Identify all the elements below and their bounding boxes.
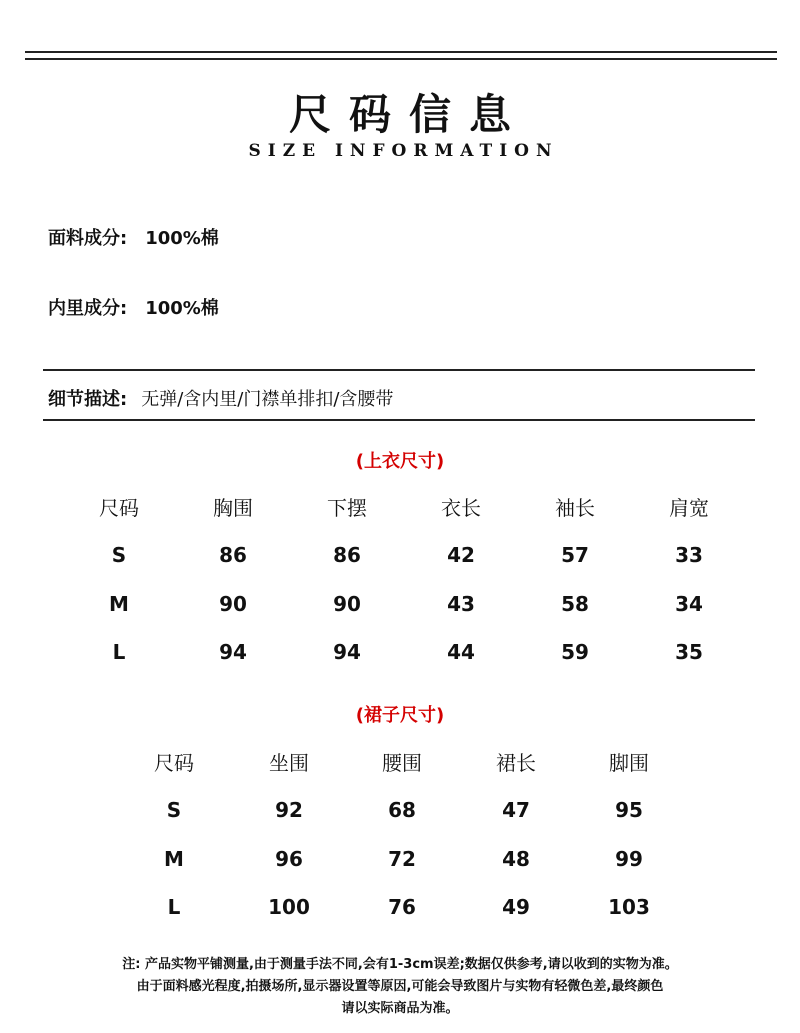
fabric-label: 面料成分: (48, 228, 128, 249)
skirt-cell-waist: 72 (388, 847, 416, 871)
top-cell-size: M (109, 592, 129, 616)
skirt-header-waist: 腰围 (382, 751, 422, 775)
top-cell-bust: 86 (219, 543, 247, 567)
top-cell-length: 43 (447, 592, 475, 616)
skirt-cell-size: S (166, 798, 182, 822)
detail-rule-bottom (43, 419, 755, 421)
skirt-cell-hip: 100 (268, 895, 310, 919)
top-cell-sleeve: 59 (561, 640, 589, 664)
top-cell-sleeve: 58 (561, 592, 589, 616)
detail-label: 细节描述: (48, 389, 128, 410)
top-cell-length: 42 (447, 543, 475, 567)
top-header-shoulder: 肩宽 (669, 496, 709, 520)
top-cell-size: S (111, 543, 127, 567)
top-header-hem: 下摆 (327, 496, 367, 520)
skirt-cell-waist: 68 (388, 798, 416, 822)
skirt-cell-hem: 95 (615, 798, 643, 822)
skirt-header-length: 裙长 (496, 751, 536, 775)
top-cell-shoulder: 34 (675, 592, 703, 616)
top-header-bust: 胸围 (213, 496, 253, 520)
top-rule-lower (25, 58, 777, 60)
skirt-cell-length: 47 (502, 798, 530, 822)
page-subtitle: SIZE INFORMATION (248, 141, 559, 161)
page-title: 尺码信息 (288, 90, 529, 139)
skirt-cell-waist: 76 (388, 895, 416, 919)
skirt-size-title: (裙子尺寸) (355, 705, 445, 726)
note-line-1: 注: 产品实物平铺测量,由于测量手法不同,会有1-3cm误差;数据仅供参考,请以收到的实物为准。 (122, 957, 678, 972)
top-cell-bust: 94 (219, 640, 247, 664)
top-cell-shoulder: 33 (675, 543, 703, 567)
fabric-composition (48, 224, 219, 250)
top-header-length: 衣长 (441, 496, 481, 520)
detail-rule-top (43, 369, 755, 371)
skirt-header-size: 尺码 (154, 751, 194, 775)
top-cell-shoulder: 35 (675, 640, 703, 664)
note-line-3: 请以实际商品为准。 (341, 1001, 459, 1016)
detail-value: 无弹/含内里/门襟单排扣/含腰带 (141, 389, 394, 410)
note-line-2: 由于面料感光程度,拍摄场所,显示器设置等原因,可能会导致图片与实物有轻微色差,最终颜色 (136, 979, 664, 994)
top-cell-size: L (112, 640, 126, 664)
top-size-title: (上衣尺寸) (355, 451, 445, 472)
lining-label: 内里成分: (48, 298, 128, 319)
skirt-cell-size: L (167, 895, 181, 919)
skirt-header-hip: 坐围 (269, 751, 309, 775)
skirt-cell-hem: 103 (608, 895, 650, 919)
skirt-header-hem: 脚围 (609, 751, 649, 775)
top-cell-bust: 90 (219, 592, 247, 616)
skirt-cell-hem: 99 (615, 847, 643, 871)
top-header-size: 尺码 (99, 496, 139, 520)
top-header-sleeve: 袖长 (555, 496, 595, 520)
top-rule-upper (25, 51, 777, 53)
lining-composition (48, 294, 219, 320)
skirt-cell-hip: 96 (275, 847, 303, 871)
top-cell-length: 44 (447, 640, 475, 664)
detail-description (48, 385, 393, 411)
top-cell-hem: 86 (333, 543, 361, 567)
skirt-cell-size: M (164, 847, 184, 871)
skirt-cell-length: 49 (502, 895, 530, 919)
top-cell-hem: 90 (333, 592, 361, 616)
skirt-cell-length: 48 (502, 847, 530, 871)
lining-value: 100%棉 (145, 298, 219, 319)
fabric-value: 100%棉 (145, 228, 219, 249)
top-cell-sleeve: 57 (561, 543, 589, 567)
top-cell-hem: 94 (333, 640, 361, 664)
skirt-cell-hip: 92 (275, 798, 303, 822)
